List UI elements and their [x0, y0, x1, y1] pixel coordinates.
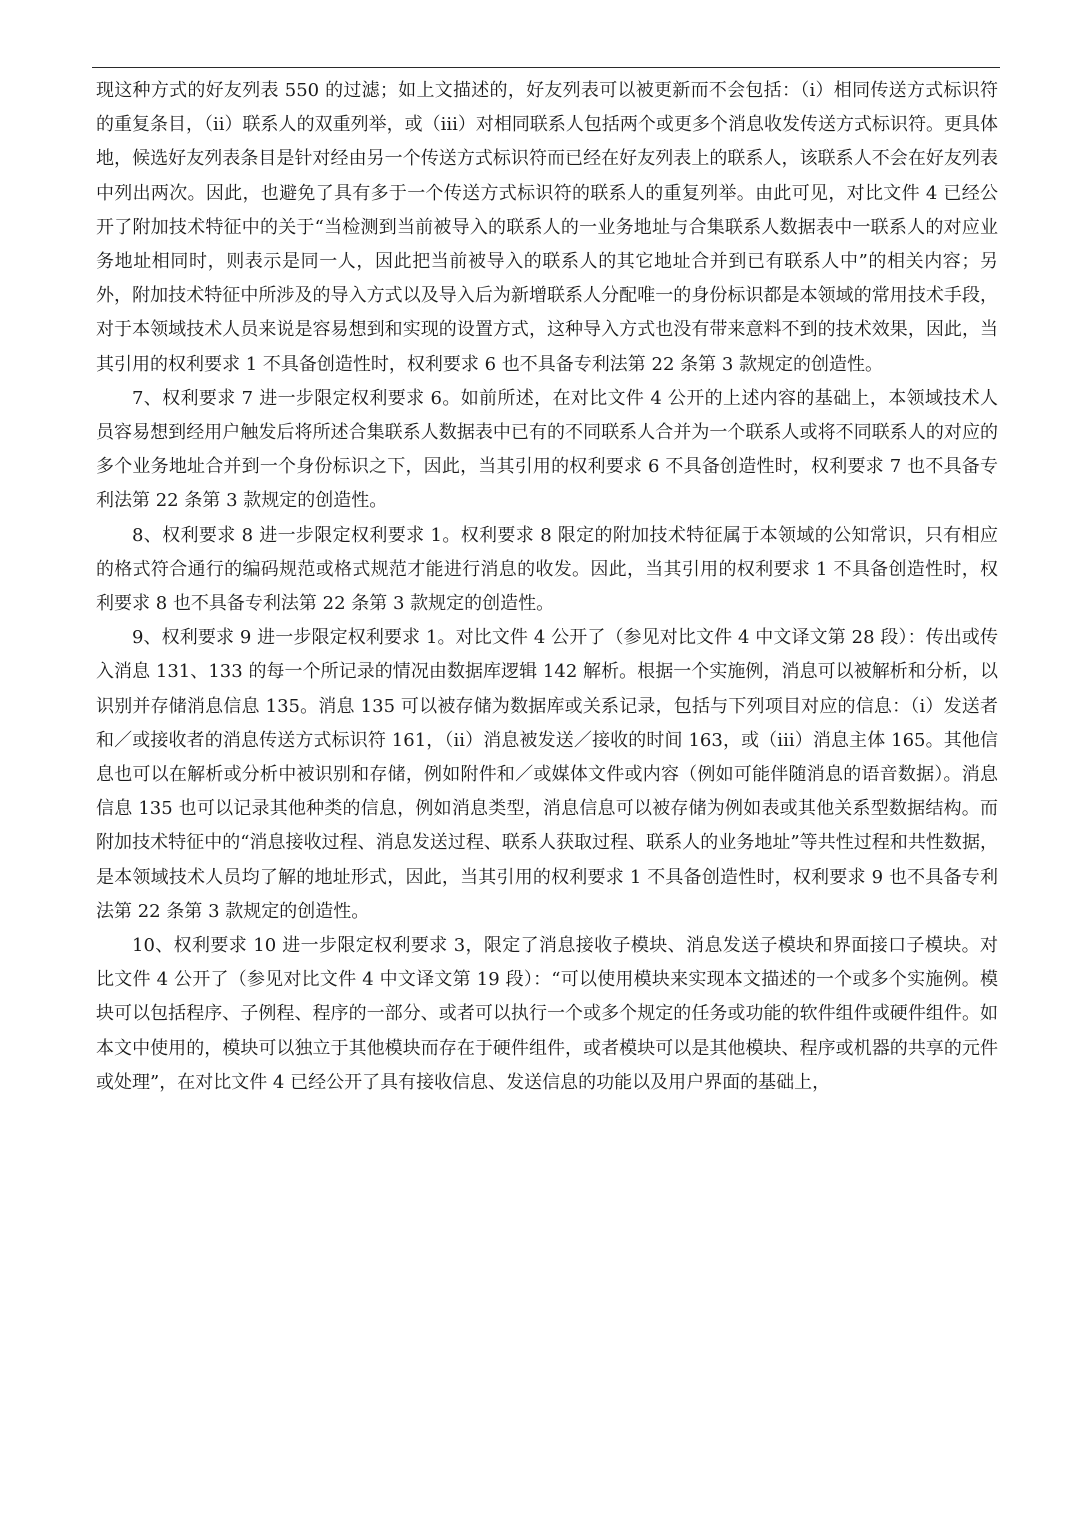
header-rule	[92, 67, 1000, 68]
paragraph-continuation: 现这种方式的好友列表 550 的过滤；如上文描述的，好友列表可以被更新而不会包括：（i）相同传送方式标识符的重复条目，（ii）联系人的双重列举，或（iii）对相同联系人包括两个或更多个消息收发传送方式标识符。更具体地，候选好友列表条目是针对经由另一个传送方式标识符而已经在好友列表上的联系人，该联系人不会在好友列表中列出两次。因此，也避免了具有多于一个传送方式标识符的联系人的重复列举。由此可见，对比文件 4 已经公开了附加技术特征中的关于“当检测到当前被导入的联系人的一业务地址与合集联系人数据表中一联系人的对应业务地址相同时，则表示是同一人，因此把当前被导入的联系人的其它地址合并到已有联系人中”的相关内容；另外，附加技术特征中所涉及的导入方式以及导入后为新增联系人分配唯一的身份标识都是本领域的常用技术手段，对于本领域技术人员来说是容易想到和实现的设置方式，这种导入方式也没有带来意料不到的技术效果，因此，当其引用的权利要求 1 不具备创造性时，权利要求 6 也不具备专利法第 22 条第 3 款规定的创造性。	[96, 80, 998, 375]
paragraph-claim-9: 9、权利要求 9 进一步限定权利要求 1。对比文件 4 公开了（参见对比文件 4 中文译文第 28 段）：传出或传入消息 131、133 的每一个所记录的情况由数据库逻辑 142 解析。根据一个实施例，消息可以被解析和分析，以识别并存储消息信息 135。消息 135 可以被存储为数据库或关系记录，包括与下列项目对应的信息：（i）发送者和／或接收者的消息传送方式标识符 161，（ii）消息被发送／接收的时间 163，或（iii）消息主体 165。其他信息也可以在解析或分析中被识别和存储，例如附件和／或媒体文件或内容（例如可能伴随消息的语音数据）。消息信息 135 也可以记录其他种类的信息，例如消息类型，消息信息可以被存储为例如表或其他关系型数据结构。而附加技术特征中的“消息接收过程、消息发送过程、联系人获取过程、联系人的业务地址”等共性过程和共性数据，是本领域技术人员均了解的地址形式，因此，当其引用的权利要求 1 不具备创造性时，权利要求 9 也不具备专利法第 22 条第 3 款规定的创造性。	[96, 627, 998, 922]
document-body	[96, 74, 998, 1100]
paragraph-claim-8: 8、权利要求 8 进一步限定权利要求 1。权利要求 8 限定的附加技术特征属于本领域的公知常识，只有相应的格式符合通行的编码规范或格式规范才能进行消息的收发。因此，当其引用的权利要求 1 不具备创造性时，权利要求 8 也不具备专利法第 22 条第 3 款规定的创造性。	[96, 524, 998, 615]
paragraph-claim-7: 7、权利要求 7 进一步限定权利要求 6。如前所述，在对比文件 4 公开的上述内容的基础上，本领域技术人员容易想到经用户触发后将所述合集联系人数据表中已有的不同联系人合并为一个联系人或将不同联系人的对应的多个业务地址合并到一个身份标识之下，因此，当其引用的权利要求 6 不具备创造性时，权利要求 7 也不具备专利法第 22 条第 3 款规定的创造性。	[96, 387, 998, 512]
paragraph-claim-10: 10、权利要求 10 进一步限定权利要求 3，限定了消息接收子模块、消息发送子模块和界面接口子模块。对比文件 4 公开了（参见对比文件 4 中文译文第 19 段）：“可以使用模块来实现本文描述的一个或多个实施例。模块可以包括程序、子例程、程序的一部分、或者可以执行一个或多个规定的任务或功能的软件组件或硬件组件。如本文中使用的，模块可以独立于其他模块而存在于硬件组件，或者模块可以是其他模块、程序或机器的共享的元件或处理”，在对比文件 4 已经公开了具有接收信息、发送信息的功能以及用户界面的基础上，	[96, 935, 998, 1093]
